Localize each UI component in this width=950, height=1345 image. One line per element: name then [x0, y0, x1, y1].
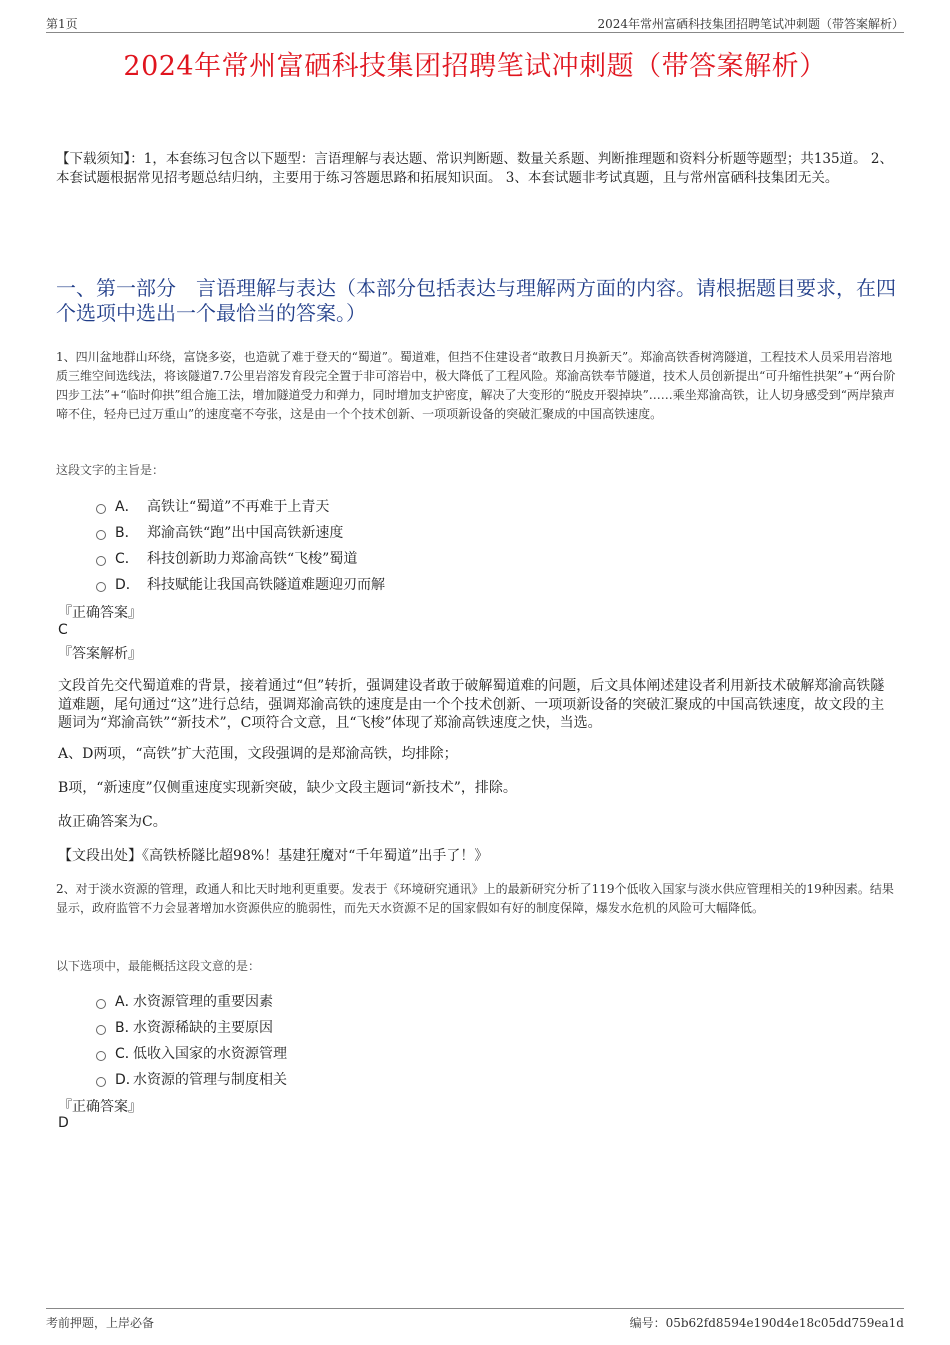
source-citation: 【文段出处】《高铁桥隧比超98%！基建狂魔对“千年蜀道”出手了！》 — [58, 848, 489, 864]
option-b[interactable]: B． 郑渝高铁“跑”出中国高铁新速度 — [96, 519, 385, 545]
question-2-options — [96, 988, 287, 1092]
option-b[interactable]: B． 水资源稀缺的主要原因 — [96, 1014, 287, 1040]
radio-icon[interactable] — [96, 556, 106, 566]
radio-icon[interactable] — [96, 582, 106, 592]
option-a[interactable]: A． 高铁让“蜀道”不再难于上青天 — [96, 493, 385, 519]
page-footer — [46, 1308, 904, 1329]
analysis-paragraph-2: A、D两项，“高铁”扩大范围，文段强调的是郑渝高铁，均排除； — [58, 746, 458, 762]
question-2-text: 2、对于淡水资源的管理，政通人和比天时地利更重要。发表于《环境研究通讯》上的最新研究分析了119个低收入国家与淡水供应管理相关的19种因素。结果显示，政府监管不力会显著增加水资源供应的脆弱性，而先天水资源不足的国家假如有好的制度保障，爆发水危机的风险可大幅降低。 — [56, 882, 894, 915]
page-number: 第1页 — [46, 17, 78, 31]
analysis-label: 『答案解析』 — [58, 646, 142, 662]
download-notice: 【下载须知】：1，本套练习包含以下题型：言语理解与表达题、常识判断题、数量关系题、判断推理题和资料分析题等题型；共135道。 2、本套试题根据常见招考题总结归纳，主要用于练习答题思路和拓展知识面。 3、本套试题非考试真题，且与常州富硒科技集团无关。 — [56, 151, 893, 186]
question-1-text: 1、四川盆地群山环绕，富饶多姿，也造就了难于登天的“蜀道”。蜀道难，但挡不住建设者“敢教日月换新天”。郑渝高铁香树湾隧道，工程技术人员采用岩溶地质三维空间选线法，将该隧道7.7公里岩溶发育段完全置于非可溶岩中，极大降低了工程风险。郑渝高铁奉节隧道，技术人员创新提出“可升缩性拱架”+“两台阶四步工法”+“临时仰拱”组合施工法，增加隧道受力和弹力，同时增加支护密度，解决了大变形的“脱皮开裂掉块”……乘坐郑渝高铁，让人切身感受到“两岸猿声啼不住，轻舟已过万重山”的速度毫不夸张，这是由一个个技术创新、一项项新设备的突破汇聚成的中国高铁速度。 — [56, 350, 896, 421]
analysis-paragraph-3: B项，“新速度”仅侧重速度实现新突破，缺少文段主题词“新技术”，排除。 — [58, 780, 517, 796]
option-a[interactable]: A． 水资源管理的重要因素 — [96, 988, 287, 1014]
radio-icon[interactable] — [96, 504, 106, 514]
option-d[interactable]: D． 科技赋能让我国高铁隧道难题迎刃而解 — [96, 571, 385, 597]
document-title: 2024年常州富硒科技集团招聘笔试冲刺题（带答案解析） — [123, 51, 827, 82]
radio-icon[interactable] — [96, 530, 106, 540]
option-c[interactable]: C． 低收入国家的水资源管理 — [96, 1040, 287, 1066]
correct-answer-label: 『正确答案』 — [58, 605, 142, 621]
question-1-prompt: 这段文字的主旨是： — [56, 463, 165, 477]
correct-answer: D — [58, 1115, 69, 1131]
radio-icon[interactable] — [96, 1077, 106, 1087]
footer-slogan: 考前押题，上岸必备 — [46, 1316, 155, 1330]
section-heading: 一、第一部分 言语理解与表达（本部分包括表达与理解两方面的内容。请根据题目要求，在四个选项中选出一个最恰当的答案。） — [56, 276, 896, 325]
document-code: 编号：05b62fd8594e190d4e18c05dd759ea1d — [629, 1316, 904, 1330]
correct-answer: C — [58, 622, 68, 638]
radio-icon[interactable] — [96, 1051, 106, 1061]
question-1-options — [96, 493, 385, 597]
analysis-paragraph-1: 文段首先交代蜀道难的背景，接着通过“但”转折，强调建设者敢于破解蜀道难的问题，后文具体阐述建设者利用新技术破解郑渝高铁隧道难题，尾句通过“这”进行总结，强调郑渝高铁的速度是由一个个技术创新、一项项新设备的突破汇聚成的中国高铁速度，故文段的主题词为“郑渝高铁”“新技术”，C项符合文意，且“飞梭”体现了郑渝高铁速度之快，当选。 — [58, 678, 885, 731]
page-header — [46, 14, 904, 33]
correct-answer-label: 『正确答案』 — [58, 1099, 142, 1115]
analysis-paragraph-4: 故正确答案为C。 — [58, 814, 167, 830]
question-2-prompt: 以下选项中，最能概括这段文意的是： — [56, 959, 261, 973]
radio-icon[interactable] — [96, 999, 106, 1009]
option-d[interactable]: D． 水资源的管理与制度相关 — [96, 1066, 287, 1092]
option-c[interactable]: C． 科技创新助力郑渝高铁“飞梭”蜀道 — [96, 545, 385, 571]
radio-icon[interactable] — [96, 1025, 106, 1035]
running-title: 2024年常州富硒科技集团招聘笔试冲刺题（带答案解析） — [597, 17, 904, 31]
